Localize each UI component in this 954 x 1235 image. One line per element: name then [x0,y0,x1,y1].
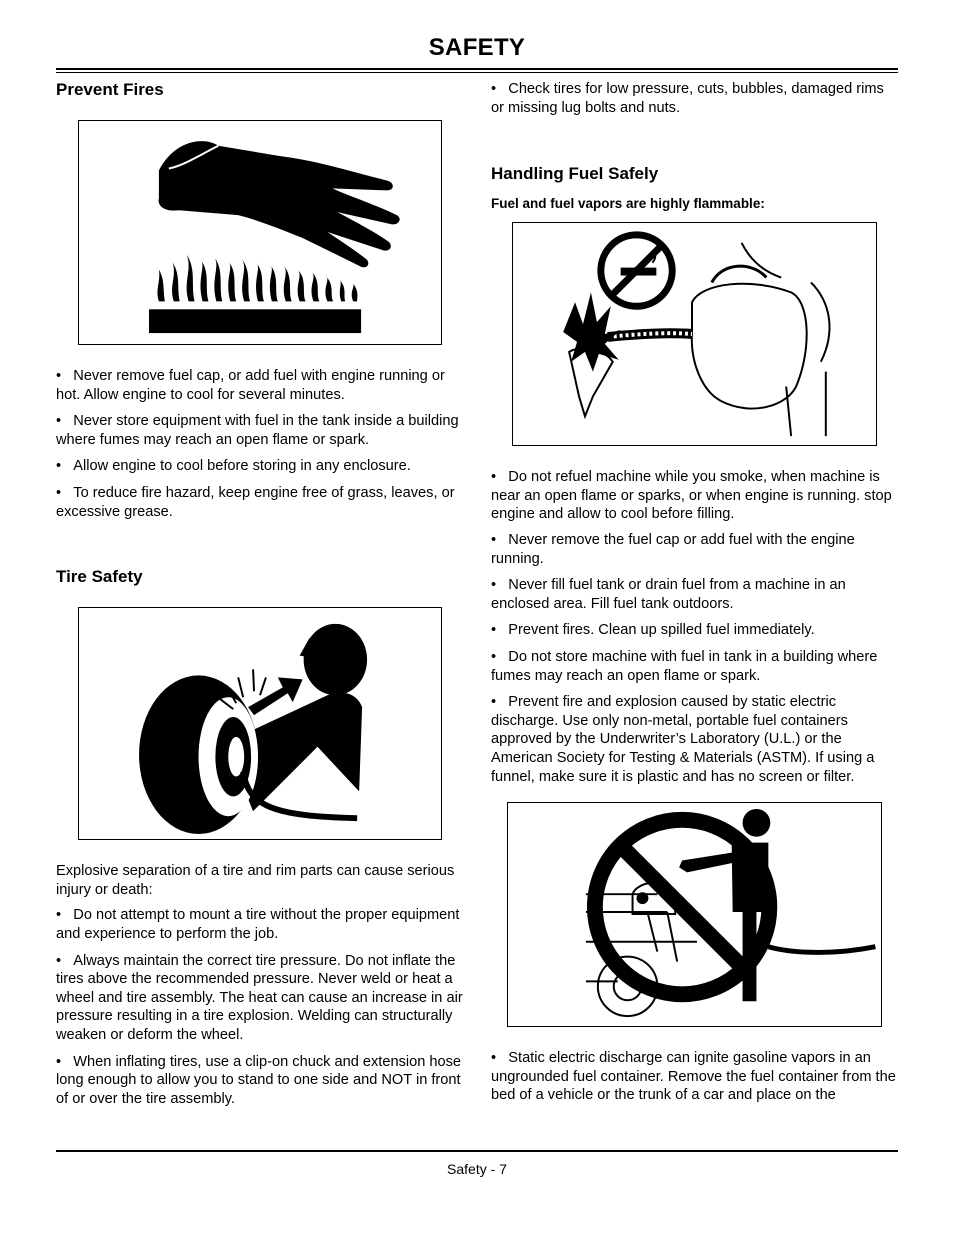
hand-over-flame-illustration [79,121,441,344]
tire-safety-bullet-3: • When inflating tires, use a clip-on chuck and extension hose long enough to allow you to stand to one side and NOT in front of or over the tire assembly. [56,1053,464,1109]
tire-explosion-figure [78,607,442,840]
no-truck-bed-fueling-illustration [508,803,881,1026]
prevent-fires-heading: Prevent Fires [56,80,164,99]
no-truck-bed-fueling-figure [507,802,882,1027]
prevent-fires-bullet-3: • Allow engine to cool before storing in any enclosure. [56,457,464,476]
left-column [56,80,464,1108]
tire-safety-intro: Explosive separation of a tire and rim parts can cause serious injury or death: [56,863,455,898]
no-smoking-refuel-figure [512,222,877,446]
header-rule-thin [56,72,898,73]
page-title: SAFETY [428,34,526,61]
footer-rule [56,1150,898,1152]
fuel-bullet-4: • Prevent fires. Clean up spilled fuel immediately. [491,621,897,640]
tire-explosion-illustration [79,608,441,839]
prevent-fires-bullet-1: • Never remove fuel cap, or add fuel with engine running or hot. Allow engine to cool for several minutes. [56,367,464,404]
fuel-bullet-2: • Never remove the fuel cap or add fuel with the engine running. [491,531,897,568]
right-column [491,80,897,1105]
fuel-bullet-3: • Never fill fuel tank or drain fuel from a machine in an enclosed area. Fill fuel tank outdoors. [491,576,897,613]
fuel-bullet-6: • Prevent fire and explosion caused by static electric discharge. Use only non-metal, portable fuel containers approved by the Underwriter’s Laboratory (U.L.) or the American Society for Testing & Materials (ASTM). If using a funnel, make sure it is plastic and has no screen or filter. [491,693,897,786]
tire-safety-heading: Tire Safety [56,567,143,587]
hand-over-flame-figure [78,120,442,345]
page-number: Safety - 7 [447,1161,507,1177]
handling-fuel-heading: Handling Fuel Safely [491,164,659,184]
fuel-flammable-subheading: Fuel and fuel vapors are highly flammable: [491,196,765,212]
fuel-bullet-1: • Do not refuel machine while you smoke, when machine is near an open flame or sparks, or when engine is running. stop engine and allow to cool before filling. [491,468,897,524]
no-smoking-refuel-illustration [513,223,876,445]
header-rule [56,68,898,70]
fuel-bullet-5: • Do not store machine with fuel in tank in a building where fumes may reach an open flame or spark. [491,648,897,685]
tire-check-bullet: • Check tires for low pressure, cuts, bubbles, damaged rims or missing lug bolts and nuts. [491,80,897,117]
prevent-fires-bullet-4: • To reduce fire hazard, keep engine free of grass, leaves, or excessive grease. [56,484,464,521]
prevent-fires-bullet-2: • Never store equipment with fuel in the tank inside a building where fumes may reach an open flame or spark. [56,412,464,449]
fuel-final-bullet: • Static electric discharge can ignite gasoline vapors in an ungrounded fuel container. Remove the fuel container from the bed of a vehicle or the trunk of a car and place on the [491,1049,897,1105]
tire-safety-bullet-1: • Do not attempt to mount a tire without the proper equipment and experience to perform the job. [56,906,464,943]
tire-safety-bullet-2: • Always maintain the correct tire pressure. Do not inflate the tires above the recommended pressure. Never weld or heat a wheel and tire assembly. The heat can cause an increase in air pressure resulting in a tire explosion. Welding can structurally weaken or deform the wheel. [56,952,464,1045]
